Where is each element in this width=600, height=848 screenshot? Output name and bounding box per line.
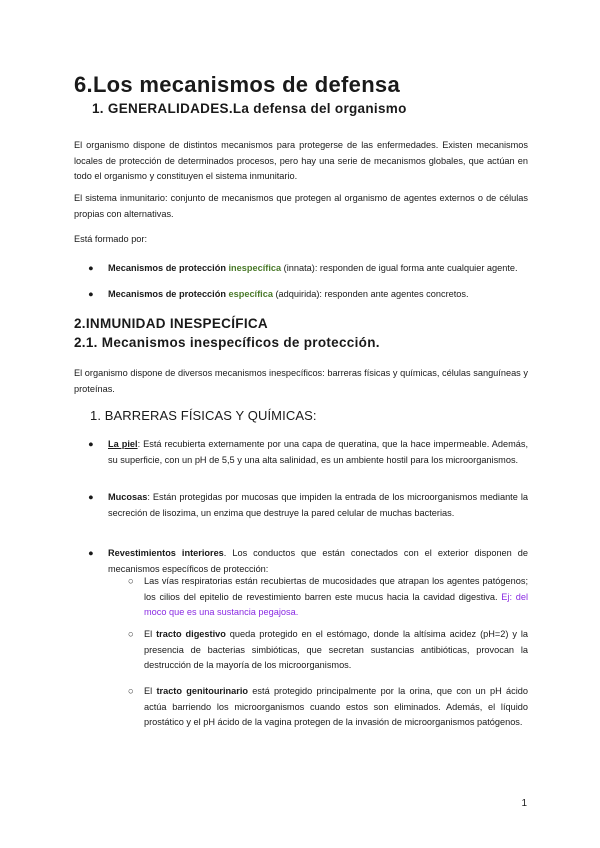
bullet-highlight: específica: [228, 289, 273, 299]
bullet-text: : Están protegidas por mucosas que impiden la entrada de los microorganismos mediante la secreción de lisozima, un enzima que destruye la pared celular de muchas bacterias.: [108, 492, 528, 518]
bullet-term: Mecanismos de protección: [108, 263, 229, 273]
bullet-term: Mecanismos de protección: [108, 289, 229, 299]
page-number: 1: [521, 798, 527, 809]
bullet-icon: ●: [88, 492, 94, 502]
bullet-text: . Los conductos que están conectados con el exterior disponen de mecanismos específicos de protección:: [108, 548, 528, 574]
section-heading-inmunidad: 2.INMUNIDAD INESPECÍFICA: [74, 316, 268, 331]
subitem-term: tracto genitourinario: [156, 686, 249, 696]
subitem-term: tracto digestivo: [156, 629, 226, 639]
subitem-text: El: [144, 686, 157, 696]
bullet-icon: ●: [88, 439, 94, 449]
list-item: [74, 261, 528, 277]
sublist-item: [112, 574, 528, 621]
list-item: [74, 437, 528, 468]
list-item: [74, 546, 528, 577]
subitem-text: Las vías respiratorias están recubiertas de mucosidades que atrapan los agentes patógenos; los cilios del epitelio de revestimiento barren este mucus hacia la cavidad digestiva.: [144, 576, 528, 602]
sublist-item: [112, 684, 528, 731]
subitem-text: queda protegido en el estómago, donde la altísima acidez (pH=2) y la presencia de bacterias simbióticas, que secretan sustancias antibióticas, provocan la destrucción de la mayoría de los microorganismos.: [144, 629, 528, 670]
section-heading-generalidades: 1. GENERALIDADES.La defensa del organismo: [92, 101, 407, 116]
list-item: [74, 287, 528, 303]
paragraph-formado-por: Está formado por:: [74, 234, 148, 244]
circle-bullet-icon: ○: [128, 686, 134, 696]
paragraph-mecanismos-inespecificos: El organismo dispone de diversos mecanismos inespecíficos: barreras físicas y químicas, células sanguíneas y proteínas.: [74, 368, 528, 394]
subitem-example: Ej: del moco que es una sustancia pegajosa.: [144, 591, 528, 617]
bullet-text: : Está recubierta externamente por una capa de queratina, que la hace impermeable. Además, su superficie, con un pH de 5,5 y una alta salinidad, es un ambiente hostil para los microorganismos.: [108, 439, 529, 465]
sublist-item: [112, 627, 528, 674]
bullet-text: (adquirida): responden ante agentes concretos.: [272, 289, 469, 299]
subitem-text: El: [144, 629, 157, 639]
paragraph-intro: El organismo dispone de distintos mecanismos para protegerse de las enfermedades. Existen mecanismos locales de protección de determinados procesos, pero hay una serie de mecanismos globales, que actúan en todo el organismo y constituyen el sistema inmunitario.: [74, 140, 528, 181]
list-heading-barreras: 1. BARRERAS FÍSICAS Y QUÍMICAS:: [90, 408, 317, 423]
bullet-icon: ●: [88, 548, 94, 558]
list-item: [74, 490, 528, 521]
bullet-icon: ●: [88, 289, 94, 299]
bullet-term: La piel: [108, 439, 138, 449]
subsection-heading: 2.1. Mecanismos inespecíficos de protección.: [74, 335, 380, 350]
page-title: 6.Los mecanismos de defensa: [74, 72, 401, 97]
bullet-highlight: inespecífica: [228, 263, 282, 273]
paragraph-sistema-inmunitario: El sistema inmunitario: conjunto de mecanismos que protegen al organismo de agentes externos o de células propias con alternativas.: [74, 193, 528, 219]
bullet-term: Revestimientos interiores: [108, 548, 224, 558]
circle-bullet-icon: ○: [128, 629, 134, 639]
bullet-icon: ●: [88, 263, 94, 273]
subitem-text: está protegido principalmente por la orina, que con un pH ácido actúa barriendo los microorganismos cuando estos son eliminados. Además, el líquido prostático y el pH ácido de la vagina protegen de la invasión de microorganismos patógenos.: [144, 686, 528, 727]
bullet-term: Mucosas: [108, 492, 148, 502]
circle-bullet-icon: ○: [128, 576, 134, 586]
bullet-text: (innata): responden de igual forma ante cualquier agente.: [281, 263, 518, 273]
